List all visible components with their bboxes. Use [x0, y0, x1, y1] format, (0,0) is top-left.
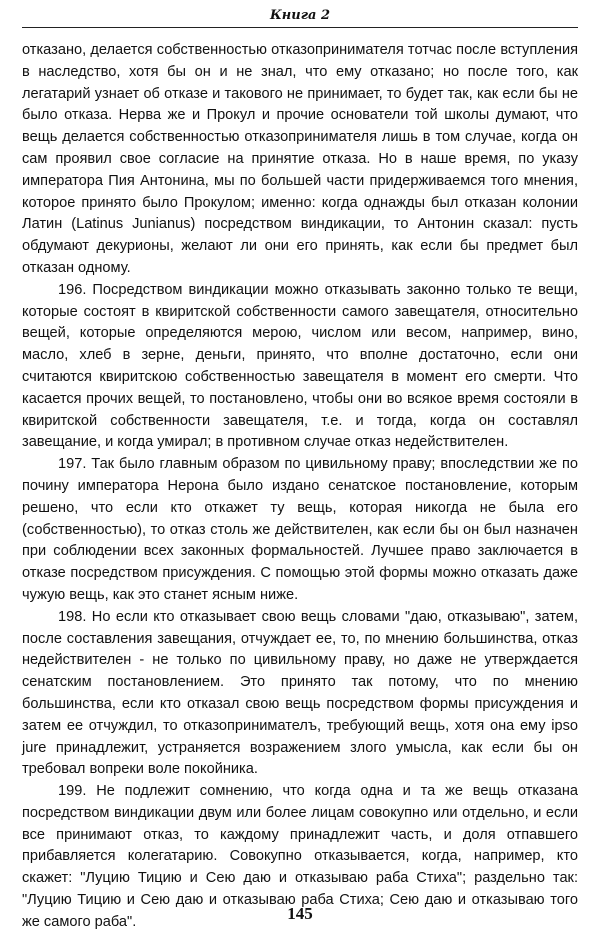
paragraph-continuation: отказано, делается собственностью отказопринимателя тотчас после вступления в наследство, хотя бы он и не знал, что ему отказано; но после того, как легатарий узнает об отказе и такового не принимает, то будет так, как если бы не было отказа. Нерва же и Прокул и прочие основатели той школы думают, что вещь делается собственностью отказопринимателя лишь в том случае, когда он сам проявил свое согласие на принятие отказа. Но в наше время, по указу императора Пия Антонина, мы по большей части придерживаемся того мнения, которое принято было Прокулом; именно: когда однажды был отказан колонии Латин (Latinus Junianus) посредством виндикации, то Антонин сказал: пусть обдумают декурионы, желают ли они его принять, как если бы предмет был отказан одному. [22, 42, 578, 276]
header-rule [22, 27, 578, 28]
paragraph-199: 199. Не подлежит сомнению, что когда одна и та же вещь отказана посредством виндикации двум или более лицам совокупно или отдельно, и если все принимают отказ, то каждому принадлежит часть, и доля отпавшего прибавляется колегатарию. Совокупно отказывается, когда, например, кто скажет: "Луцию Тицию и Сею даю и отказываю раба Стиха"; раздельно так: "Луцию Тицию и Сею даю и отказываю раба Стиха; Сею даю и отказываю того же самого раба". [22, 783, 578, 930]
paragraph-196: 196. Посредством виндикации можно отказывать законно только те вещи, которые состоят в квиритской собственности самого завещателя, относительно вещей, которые определяются мерою, числом или весом, например, вино, масло, хлеб в зерне, деньги, принято, что вполне достаточно, если они считаются квиритскою собственностью завещателя в момент его смерти. Что касается прочих вещей, то постановлено, чтобы они во всякое время состояли в квиритской собственности завещателя, т.е. и тогда, когда он составлял завещание, и когда умирал; в противном случае отказ недействителен. [22, 281, 578, 451]
page-body [22, 40, 578, 934]
paragraph-198: 198. Но если кто отказывает свою вещь словами "даю, отказываю", затем, после составления завещания, отчуждает ее, то, по мнению большинства, отказ недействителен - не только по цивильному праву, но даже не утверждается сенатским постановлением. Это принято так потому, что по мнению большинства, если кто отказал свою вещь посредством формы присуждения и затем ее отчуждил, то отказопринимателъ, требующий вещь, хотя она ему ipso jure принадлежит, устраняется возражением злого умысла, как если бы он требовал вопреки воле покойника. [22, 608, 578, 778]
page-number: 145 [287, 904, 313, 923]
running-header [22, 8, 578, 30]
paragraph-197: 197. Так было главным образом по цивильному праву; впоследствии же по почину императора Нерона было издано сенатское постановление, которым решено, что если кто откажет ту вещь, которая никогда не была его (собственностью), то отказ столь же действителен, как если бы он был назначен при соблюдении всех законных формальностей. Лучшее право заключается в отказе посредством присуждения. С помощью этой формы можно отказать даже чужую вещь, как это станет ясным ниже. [22, 456, 578, 603]
header-title: Книга 2 [269, 8, 331, 23]
